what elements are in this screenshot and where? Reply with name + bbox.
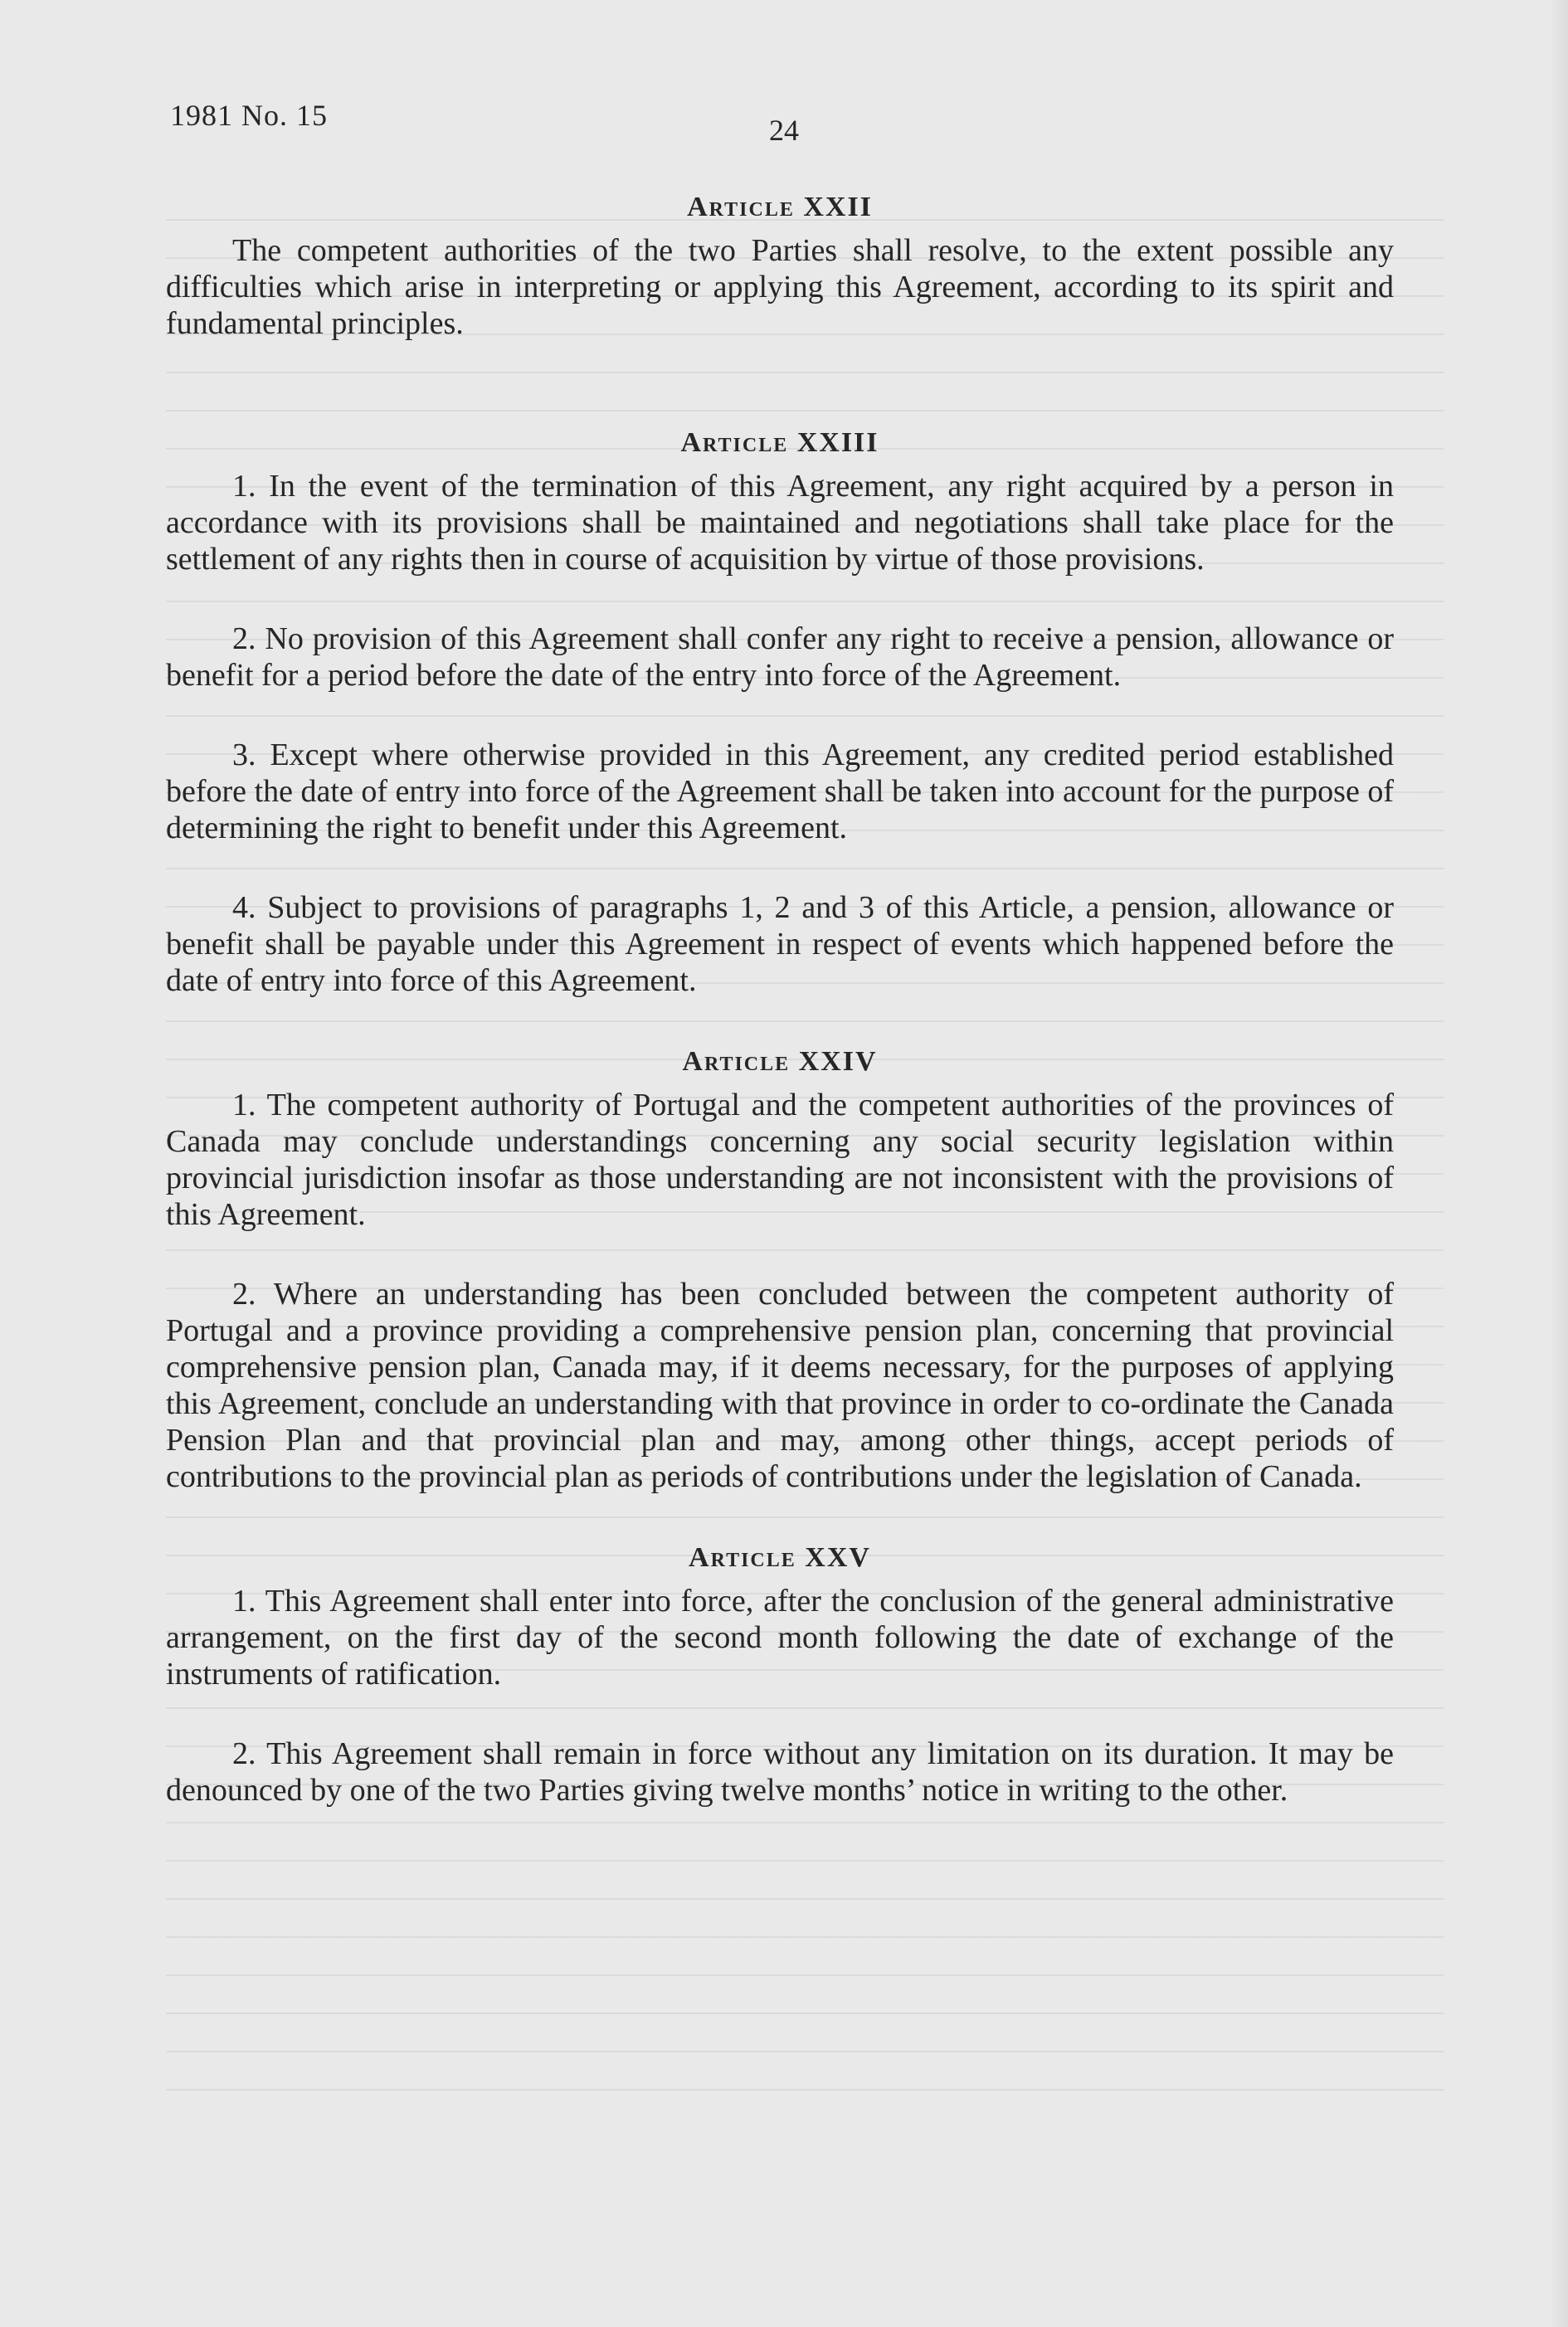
article-heading: Article XXV [689,1542,871,1573]
article-heading: Article XXII [687,192,873,222]
article-paragraph: 3. Except where otherwise provided in this Agreement, any credited period established before the date of entry into force of the Agreement shall be taken into account for the purpose of determining the right to benefit under this Agreement. [166,738,1394,845]
article-xxv [166,1541,1394,1809]
article-heading: Article XXIV [682,1046,878,1077]
article-paragraph: 1. The competent authority of Portugal and the competent authorities of the provinces of Canada may conclude understandings concerning any social security legislation within provincial jurisdiction insofar as those understanding are not inconsistent with the provisions of this Agreement. [166,1088,1394,1232]
statute-reference: 1981 No. 15 [170,99,328,132]
page-number: 24 [769,114,799,147]
article-heading: Article XXIII [680,427,879,458]
page-edge-shadow [1550,0,1568,2327]
article-paragraph: 2. No provision of this Agreement shall confer any right to receive a pension, allowance or benefit for a period before the date of the entry into force of the Agreement. [166,621,1394,693]
article-xxiii [166,426,1394,999]
article-paragraph: 1. This Agreement shall enter into force, after the conclusion of the general administrative arrangement, on the first day of the second month following the date of exchange of the instruments of ratification. [166,1584,1394,1692]
article-paragraph: 2. Where an understanding has been concluded between the competent authority of Portugal and a province providing a comprehensive pension plan, concerning that provincial comprehensive pension plan, Canada may, if it deems necessary, for the purposes of applying this Agreement, conclude an understanding with that province in order to co-ordinate the Canada Pension Plan and that provincial plan and may, among other things, accept periods of contributions to the provincial plan as periods of contributions under the legislation of Canada. [166,1277,1394,1494]
article-paragraph: The competent authorities of the two Parties shall resolve, to the extent possible any difficulties which arise in interpreting or applying this Agreement, according to its spirit and fundamental principles. [166,233,1394,341]
article-xxii [166,191,1394,342]
article-paragraph: 4. Subject to provisions of paragraphs 1, 2 and 3 of this Article, a pension, allowance or benefit shall be payable under this Agreement in respect of events which happened before the date of entry into force of this Agreement. [166,890,1394,998]
article-paragraph: 2. This Agreement shall remain in force without any limitation on its duration. It may be denounced by one of the two Parties giving twelve months’ notice in writing to the other. [166,1736,1394,1808]
article-xxiv [166,1045,1394,1495]
page-header [170,98,1415,148]
article-paragraph: 1. In the event of the termination of this Agreement, any right acquired by a person in accordance with its provisions shall be maintained and negotiations shall take place for the settlement of any rights then in course of acquisition by virtue of those provisions. [166,469,1394,577]
document-body [166,191,1394,1809]
